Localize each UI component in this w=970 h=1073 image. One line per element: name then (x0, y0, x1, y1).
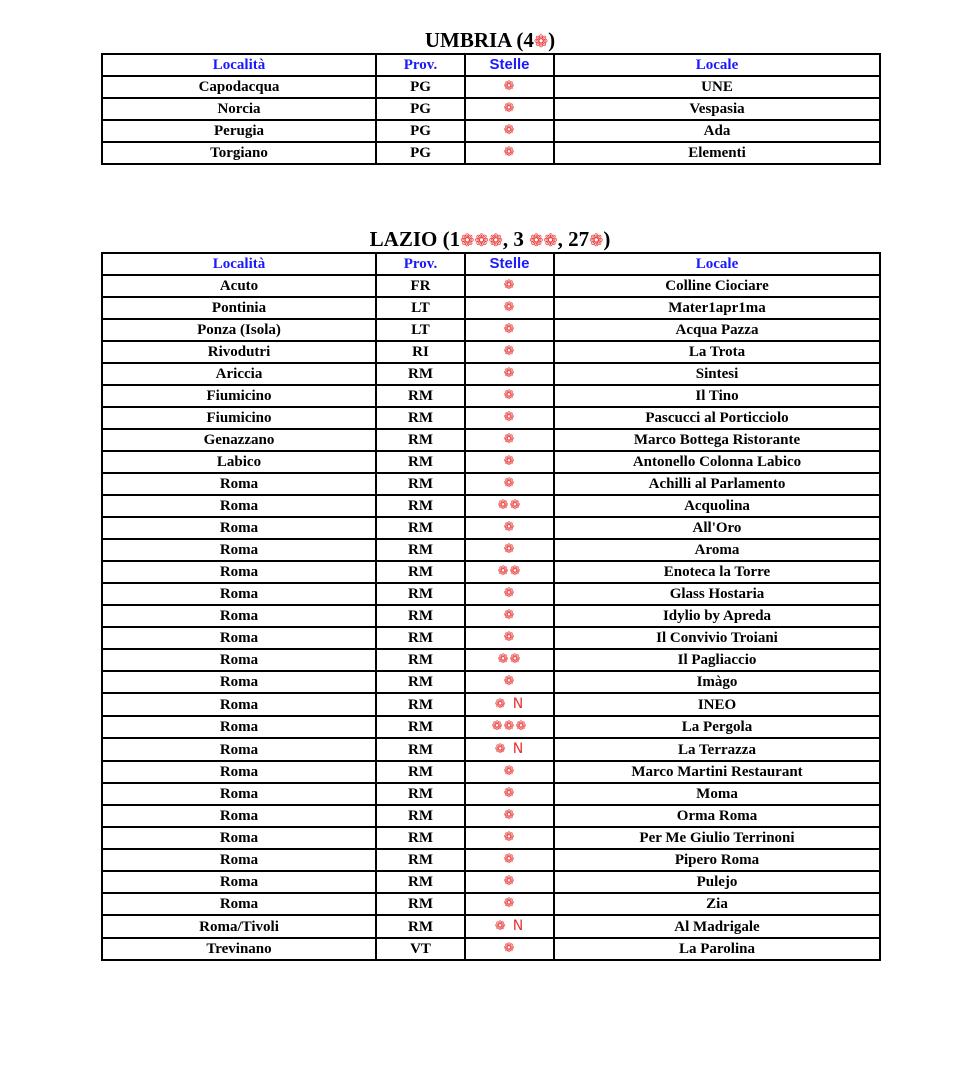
table-row (102, 297, 880, 319)
cell-locale: Al Madrigale (554, 915, 880, 938)
cell-prov: RM (376, 363, 465, 385)
cell-locale: All'Oro (554, 517, 880, 539)
header-stelle: Stelle (465, 54, 554, 76)
header-localita: Località (102, 54, 376, 76)
michelin-star-icon: ❁ (503, 852, 516, 867)
cell-locale: Pipero Roma (554, 849, 880, 871)
cell-stelle (465, 938, 554, 960)
table-row (102, 915, 880, 938)
table-row (102, 805, 880, 827)
cell-locale: Il Pagliaccio (554, 649, 880, 671)
cell-prov: RM (376, 517, 465, 539)
cell-locale: Antonello Colonna Labico (554, 451, 880, 473)
cell-stelle (465, 319, 554, 341)
table-row (102, 142, 880, 164)
michelin-star-icon: ❁ (503, 145, 516, 160)
table-row (102, 938, 880, 960)
cell-prov: RM (376, 429, 465, 451)
lazio-table (101, 252, 881, 961)
cell-prov: RM (376, 583, 465, 605)
header-locale: Locale (554, 54, 880, 76)
cell-stelle (465, 275, 554, 297)
table-row (102, 319, 880, 341)
michelin-star-icon: ❁ (509, 652, 522, 667)
table-row (102, 275, 880, 297)
cell-localita: Roma/Tivoli (102, 915, 376, 938)
umbria-title: UMBRIA (4❁) (424, 28, 556, 52)
cell-prov: RM (376, 693, 465, 716)
cell-prov: RM (376, 649, 465, 671)
cell-prov: RM (376, 605, 465, 627)
cell-locale: Orma Roma (554, 805, 880, 827)
michelin-star-icon: ❁ (497, 498, 510, 513)
michelin-star-icon: ❁ (503, 476, 516, 491)
cell-stelle (465, 517, 554, 539)
cell-localita: Roma (102, 871, 376, 893)
cell-prov: PG (376, 142, 465, 164)
table-row (102, 451, 880, 473)
cell-localita: Norcia (102, 98, 376, 120)
cell-locale: Marco Bottega Ristorante (554, 429, 880, 451)
table-row (102, 783, 880, 805)
cell-locale: Imàgo (554, 671, 880, 693)
header-prov: Prov. (376, 253, 465, 275)
cell-locale: Glass Hostaria (554, 583, 880, 605)
michelin-star-icon: ❁ (488, 231, 503, 251)
michelin-star-icon: ❁ (503, 322, 516, 337)
cell-locale: Ada (554, 120, 880, 142)
table-row (102, 495, 880, 517)
cell-localita: Pontinia (102, 297, 376, 319)
table-row (102, 693, 880, 716)
cell-prov: RM (376, 539, 465, 561)
cell-prov: RM (376, 915, 465, 938)
header-stelle: Stelle (465, 253, 554, 275)
michelin-star-icon: ❁ (503, 719, 516, 734)
cell-stelle (465, 76, 554, 98)
cell-prov: RM (376, 783, 465, 805)
cell-locale: Vespasia (554, 98, 880, 120)
cell-stelle (465, 385, 554, 407)
cell-locale: Per Me Giulio Terrinoni (554, 827, 880, 849)
cell-localita: Roma (102, 473, 376, 495)
michelin-star-icon: ❁ (497, 652, 510, 667)
table-row (102, 893, 880, 915)
cell-locale: INEO (554, 693, 880, 716)
cell-localita: Roma (102, 716, 376, 738)
cell-stelle (465, 583, 554, 605)
cell-prov: RM (376, 451, 465, 473)
table-row (102, 561, 880, 583)
cell-localita: Fiumicino (102, 407, 376, 429)
header-locale: Locale (554, 253, 880, 275)
table-row (102, 407, 880, 429)
cell-prov: RM (376, 385, 465, 407)
cell-stelle (465, 539, 554, 561)
michelin-star-icon: ❁ (509, 564, 522, 579)
table-row (102, 849, 880, 871)
cell-localita: Roma (102, 893, 376, 915)
cell-locale: Il Tino (554, 385, 880, 407)
cell-stelle (465, 738, 554, 761)
cell-prov: FR (376, 275, 465, 297)
header-prov: Prov. (376, 54, 465, 76)
cell-localita: Roma (102, 561, 376, 583)
michelin-star-icon: ❁ (503, 896, 516, 911)
table-row (102, 517, 880, 539)
cell-stelle (465, 783, 554, 805)
table-row (102, 120, 880, 142)
cell-stelle (465, 893, 554, 915)
table-row (102, 385, 880, 407)
new-badge: N (512, 696, 525, 712)
table-row (102, 605, 880, 627)
cell-prov: RM (376, 761, 465, 783)
cell-prov: RM (376, 871, 465, 893)
cell-locale: La Parolina (554, 938, 880, 960)
table-row (102, 473, 880, 495)
cell-stelle (465, 761, 554, 783)
michelin-star-icon: ❁ (503, 764, 516, 779)
cell-stelle (465, 341, 554, 363)
cell-localita: Roma (102, 583, 376, 605)
cell-locale: Aroma (554, 539, 880, 561)
cell-prov: RI (376, 341, 465, 363)
lazio-table-body (102, 275, 880, 960)
header-localita: Località (102, 253, 376, 275)
cell-locale: Sintesi (554, 363, 880, 385)
table-row (102, 716, 880, 738)
michelin-star-icon: ❁ (503, 300, 516, 315)
michelin-star-icon: ❁ (543, 231, 558, 251)
umbria-table (101, 53, 881, 165)
cell-prov: RM (376, 827, 465, 849)
michelin-star-icon: ❁ (503, 941, 516, 956)
cell-localita: Trevinano (102, 938, 376, 960)
cell-prov: PG (376, 98, 465, 120)
cell-stelle (465, 716, 554, 738)
cell-prov: LT (376, 319, 465, 341)
table-row (102, 363, 880, 385)
new-badge: N (512, 741, 525, 757)
cell-stelle (465, 495, 554, 517)
cell-prov: RM (376, 495, 465, 517)
cell-stelle (465, 871, 554, 893)
michelin-star-icon: ❁ (503, 630, 516, 645)
table-row (102, 341, 880, 363)
cell-localita: Ariccia (102, 363, 376, 385)
cell-localita: Genazzano (102, 429, 376, 451)
michelin-star-icon: ❁ (494, 919, 507, 934)
cell-prov: RM (376, 849, 465, 871)
table-header-row (102, 54, 880, 76)
michelin-star-icon: ❁ (503, 808, 516, 823)
michelin-star-icon: ❁ (503, 366, 516, 381)
michelin-star-icon: ❁ (503, 278, 516, 293)
cell-localita: Roma (102, 605, 376, 627)
cell-stelle (465, 649, 554, 671)
cell-locale: Colline Ciociare (554, 275, 880, 297)
cell-stelle (465, 297, 554, 319)
cell-localita: Roma (102, 495, 376, 517)
cell-prov: RM (376, 407, 465, 429)
michelin-star-icon: ❁ (503, 123, 516, 138)
cell-stelle (465, 98, 554, 120)
cell-locale: Pascucci al Porticciolo (554, 407, 880, 429)
michelin-star-icon: ❁ (589, 231, 604, 251)
cell-localita: Torgiano (102, 142, 376, 164)
cell-localita: Acuto (102, 275, 376, 297)
michelin-star-icon: ❁ (494, 697, 507, 712)
cell-stelle (465, 120, 554, 142)
table-row (102, 649, 880, 671)
cell-prov: RM (376, 627, 465, 649)
cell-stelle (465, 561, 554, 583)
michelin-star-icon: ❁ (529, 231, 544, 251)
michelin-star-icon: ❁ (491, 719, 504, 734)
michelin-star-icon: ❁ (503, 874, 516, 889)
michelin-star-icon: ❁ (503, 344, 516, 359)
cell-localita: Rivodutri (102, 341, 376, 363)
table-row (102, 539, 880, 561)
umbria-table-body (102, 76, 880, 164)
cell-stelle (465, 805, 554, 827)
table-row (102, 761, 880, 783)
cell-locale: La Pergola (554, 716, 880, 738)
michelin-star-icon: ❁ (503, 388, 516, 403)
cell-prov: RM (376, 473, 465, 495)
cell-stelle (465, 473, 554, 495)
table-header-row (102, 253, 880, 275)
cell-localita: Labico (102, 451, 376, 473)
table-row (102, 671, 880, 693)
michelin-star-icon: ❁ (503, 410, 516, 425)
michelin-star-icon: ❁ (503, 608, 516, 623)
cell-stelle (465, 827, 554, 849)
cell-localita: Roma (102, 783, 376, 805)
cell-prov: RM (376, 893, 465, 915)
cell-locale: Idylio by Apreda (554, 605, 880, 627)
cell-locale: Zia (554, 893, 880, 915)
michelin-star-icon: ❁ (474, 231, 489, 251)
cell-locale: Acqua Pazza (554, 319, 880, 341)
cell-localita: Roma (102, 649, 376, 671)
cell-prov: PG (376, 76, 465, 98)
cell-stelle (465, 142, 554, 164)
lazio-section (101, 226, 879, 961)
michelin-star-icon: ❁ (503, 786, 516, 801)
cell-localita: Roma (102, 671, 376, 693)
cell-stelle (465, 429, 554, 451)
cell-prov: RM (376, 561, 465, 583)
michelin-star-icon: ❁ (503, 830, 516, 845)
cell-stelle (465, 693, 554, 716)
michelin-star-icon: ❁ (503, 101, 516, 116)
cell-prov: RM (376, 738, 465, 761)
cell-prov: RM (376, 671, 465, 693)
table-row (102, 738, 880, 761)
cell-localita: Roma (102, 761, 376, 783)
michelin-star-icon: ❁ (503, 79, 516, 94)
cell-stelle (465, 671, 554, 693)
table-row (102, 871, 880, 893)
cell-stelle (465, 849, 554, 871)
table-row (102, 627, 880, 649)
cell-localita: Perugia (102, 120, 376, 142)
michelin-star-icon: ❁ (503, 542, 516, 557)
cell-locale: Pulejo (554, 871, 880, 893)
cell-locale: Elementi (554, 142, 880, 164)
table-row (102, 98, 880, 120)
cell-locale: UNE (554, 76, 880, 98)
michelin-star-icon: ❁ (503, 520, 516, 535)
cell-prov: VT (376, 938, 465, 960)
michelin-star-icon: ❁ (533, 32, 549, 52)
table-row (102, 76, 880, 98)
michelin-star-icon: ❁ (497, 564, 510, 579)
cell-locale: Achilli al Parlamento (554, 473, 880, 495)
cell-localita: Roma (102, 827, 376, 849)
cell-localita: Roma (102, 539, 376, 561)
cell-localita: Roma (102, 805, 376, 827)
cell-stelle (465, 627, 554, 649)
cell-prov: PG (376, 120, 465, 142)
cell-localita: Roma (102, 517, 376, 539)
cell-stelle (465, 407, 554, 429)
table-row (102, 583, 880, 605)
cell-localita: Roma (102, 849, 376, 871)
cell-locale: Acquolina (554, 495, 880, 517)
cell-locale: Marco Martini Restaurant (554, 761, 880, 783)
umbria-section (101, 27, 879, 165)
lazio-title: LAZIO (1❁❁❁, 3 ❁❁, 27❁) (369, 227, 611, 251)
cell-prov: RM (376, 805, 465, 827)
cell-stelle (465, 363, 554, 385)
cell-localita: Roma (102, 693, 376, 716)
cell-locale: Mater1apr1ma (554, 297, 880, 319)
michelin-star-icon: ❁ (503, 432, 516, 447)
michelin-star-icon: ❁ (494, 742, 507, 757)
michelin-star-icon: ❁ (509, 498, 522, 513)
michelin-star-icon: ❁ (503, 454, 516, 469)
michelin-star-icon: ❁ (503, 586, 516, 601)
cell-locale: Moma (554, 783, 880, 805)
new-badge: N (512, 918, 525, 934)
cell-locale: La Terrazza (554, 738, 880, 761)
cell-locale: Enoteca la Torre (554, 561, 880, 583)
cell-localita: Capodacqua (102, 76, 376, 98)
cell-stelle (465, 605, 554, 627)
cell-prov: RM (376, 716, 465, 738)
michelin-star-icon: ❁ (460, 231, 475, 251)
cell-locale: La Trota (554, 341, 880, 363)
cell-locale: Il Convivio Troiani (554, 627, 880, 649)
cell-localita: Roma (102, 627, 376, 649)
cell-localita: Ponza (Isola) (102, 319, 376, 341)
cell-localita: Fiumicino (102, 385, 376, 407)
michelin-star-icon: ❁ (503, 674, 516, 689)
michelin-star-icon: ❁ (515, 719, 528, 734)
table-row (102, 429, 880, 451)
cell-prov: LT (376, 297, 465, 319)
cell-localita: Roma (102, 738, 376, 761)
table-row (102, 827, 880, 849)
cell-stelle (465, 451, 554, 473)
cell-stelle (465, 915, 554, 938)
